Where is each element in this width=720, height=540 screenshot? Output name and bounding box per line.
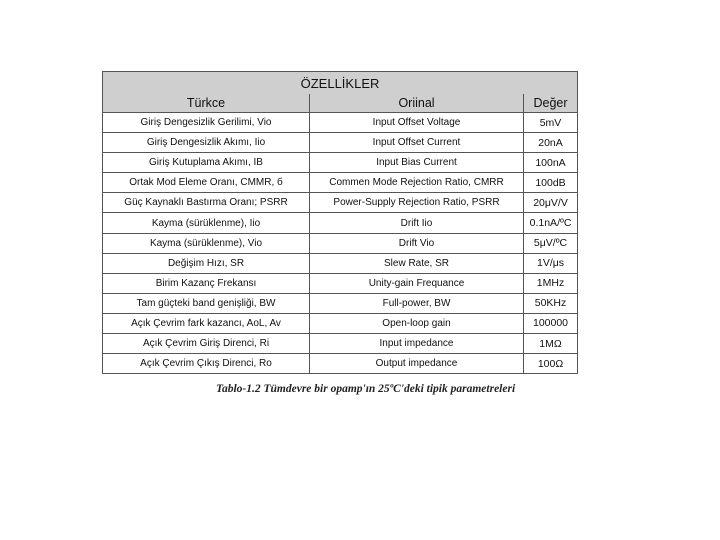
cell-turkish: Giriş Dengesizlik Gerilimi, Vio [103,113,310,133]
table-row [103,113,578,133]
cell-original: Input impedance [310,334,524,354]
table-row [103,213,578,233]
header-value: Değer [524,94,578,113]
cell-original: Input Offset Voltage [310,113,524,133]
cell-original: Output impedance [310,354,524,374]
cell-turkish: Açık Çevrim Giriş Direnci, Ri [103,334,310,354]
cell-turkish: Açık Çevrim Çıkış Direnci, Ro [103,354,310,374]
header-original: Oriinal [310,94,524,113]
cell-original: Drift Vio [310,233,524,253]
cell-value: 5mV [524,113,578,133]
cell-original: Input Bias Current [310,153,524,173]
table-row [103,253,578,273]
table-body [103,113,578,374]
cell-value: 50KHz [524,293,578,313]
cell-turkish: Giriş Dengesizlik Akımı, Iio [103,133,310,153]
cell-turkish: Açık Çevrim fark kazancı, AoL, Av [103,313,310,333]
cell-turkish: Kayma (sürüklenme), Vio [103,233,310,253]
table-row [103,193,578,213]
table-caption: Tablo-1.2 Tümdevre bir opamp'ın 25ºC'deki tipik parametreleri [216,383,516,395]
cell-value: 1MHz [524,273,578,293]
cell-original: Commen Mode Rejection Ratio, CMRR [310,173,524,193]
table-row [103,273,578,293]
cell-original: Slew Rate, SR [310,253,524,273]
cell-original: Open-loop gain [310,313,524,333]
cell-value: 5μV/ºC [524,233,578,253]
cell-turkish: Değişim Hızı, SR [103,253,310,273]
cell-turkish: Birim Kazanç Frekansı [103,273,310,293]
cell-original: Input Offset Current [310,133,524,153]
cell-turkish: Güç Kaynaklı Bastırma Oranı; PSRR [103,193,310,213]
cell-value: 1V/μs [524,253,578,273]
table-row [103,313,578,333]
cell-value: 100nA [524,153,578,173]
table-row [103,334,578,354]
table-title-row [103,72,578,95]
table-row [103,153,578,173]
cell-value: 20nA [524,133,578,153]
cell-original: Drift Iio [310,213,524,233]
specifications-table [102,71,578,374]
table-title: ÖZELLİKLER [103,72,578,95]
cell-turkish: Tam güçteki band genişliği, BW [103,293,310,313]
cell-value: 20μV/V [524,193,578,213]
cell-original: Power-Supply Rejection Ratio, PSRR [310,193,524,213]
header-turkish: Türkce [103,94,310,113]
cell-turkish: Ortak Mod Eleme Oranı, CMMR, б [103,173,310,193]
table-row [103,233,578,253]
table-row [103,133,578,153]
table-header-row [103,94,578,113]
table-row [103,354,578,374]
cell-original: Unity-gain Frequance [310,273,524,293]
cell-turkish: Giriş Kutuplama Akımı, IB [103,153,310,173]
table-row [103,173,578,193]
cell-value: 100Ω [524,354,578,374]
cell-original: Full-power, BW [310,293,524,313]
cell-turkish: Kayma (sürüklenme), Iio [103,213,310,233]
cell-value: 0.1nA/ºC [524,213,578,233]
cell-value: 100dB [524,173,578,193]
cell-value: 100000 [524,313,578,333]
cell-value: 1MΩ [524,334,578,354]
table-row [103,293,578,313]
